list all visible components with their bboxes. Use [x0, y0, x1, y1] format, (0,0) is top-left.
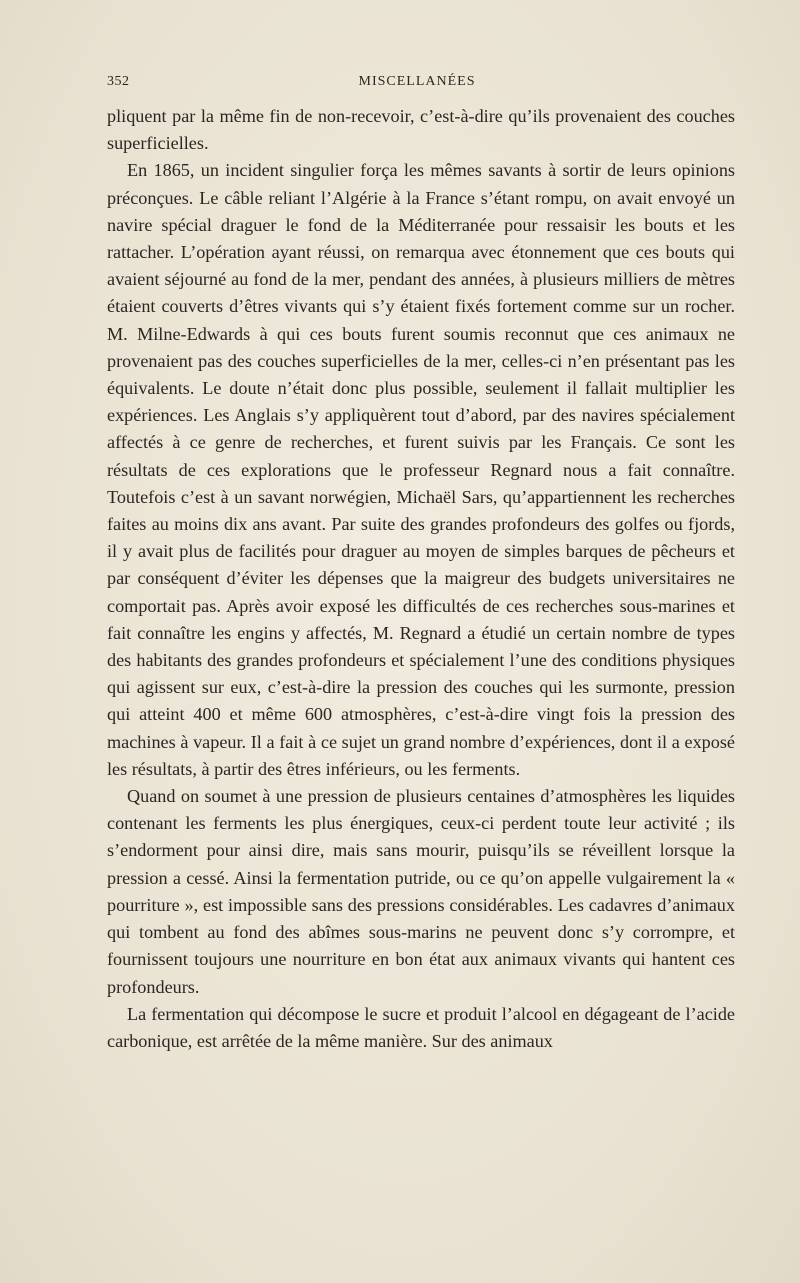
page-header	[107, 74, 727, 94]
paragraph: La fermentation qui décompose le sucre et produit l’alcool en dégageant de l’acide carbonique, est arrêtée de la même manière. Sur des animaux	[107, 1003, 735, 1051]
paragraph-continuation: pliquent par la même fin de non-recevoir, c’est-à-dire qu’ils provenaient des couches superficielles.	[107, 106, 735, 154]
running-title: MISCELLANÉES	[358, 74, 476, 89]
paragraph: Quand on soumet à une pression de plusieurs centaines d’atmosphères les liquides contenant les ferments les plus énergiques, ceux-ci perdent toute leur activité ; ils s’endorment pour ainsi dire, mais sans mourir, puisqu’ils se réveillent lorsque la pression a cessé. Ainsi la fermentation putride, ou ce qu’on appelle vulgairement la « pourriture », est impossible sans des pressions considérables. Les cadavres d’animaux qui tombent au fond des abîmes sous-marins ne peuvent donc s’y corrompre, et fournissent toujours une nourriture en bon état aux animaux vivants qui hantent ces profondeurs.	[107, 786, 735, 997]
paragraph: En 1865, un incident singulier força les mêmes savants à sortir de leurs opinions préconçues. Le câble reliant l’Algérie à la France s’étant rompu, on avait envoyé un navire spécial draguer le fond de la Méditerranée pour ressaisir les bouts et les rattacher. L’opération ayant réussi, on remarqua avec étonnement que ces bouts qui avaient séjourné au fond de la mer, pendant des années, à plusieurs milliers de mètres étaient couverts d’êtres vivants qui s’y étaient fixés fortement comme sur un rocher. M. Milne-Edwards à qui ces bouts furent soumis reconnut que ces animaux ne provenaient pas des couches superficielles de la mer, celles-ci n’en présentant pas les équivalents. Le doute n’était donc plus possible, seulement il fallait multiplier les expériences. Les Anglais s’y appliquèrent tout d’abord, par des navires spécialement affectés à ce genre de recherches, et furent suivis par les Français. Ce sont les résultats de ces explorations que le professeur Regnard nous a fait connaître. Toutefois c’est à un savant norwégien, Michaël Sars, qu’appartiennent les recherches faites au moins dix ans avant. Par suite des grandes profondeurs des golfes ou fjords, il y avait plus de facilités pour draguer au moyen de simples barques de pêcheurs et par conséquent d’éviter les dépenses que la maigreur des budgets universitaires ne comportait pas. Après avoir exposé les difficultés de ces recherches sous-marines et fait connaître les engins y affectés, M. Regnard a étudié un certain nombre de types des habitants des grandes profondeurs et spécialement l’une des conditions physiques qui agissent sur eux, c’est-à-dire la pression des couches qui les surmonte, pression qui atteint 400 et même 600 atmosphères, c’est-à-dire vingt fois la pression des machines à vapeur. Il a fait à ce sujet un grand nombre d’expériences, dont il a exposé les résultats, à partir des êtres inférieurs, ou les ferments.	[107, 160, 735, 779]
page-number: 352	[107, 74, 130, 89]
body-text	[107, 103, 735, 1055]
